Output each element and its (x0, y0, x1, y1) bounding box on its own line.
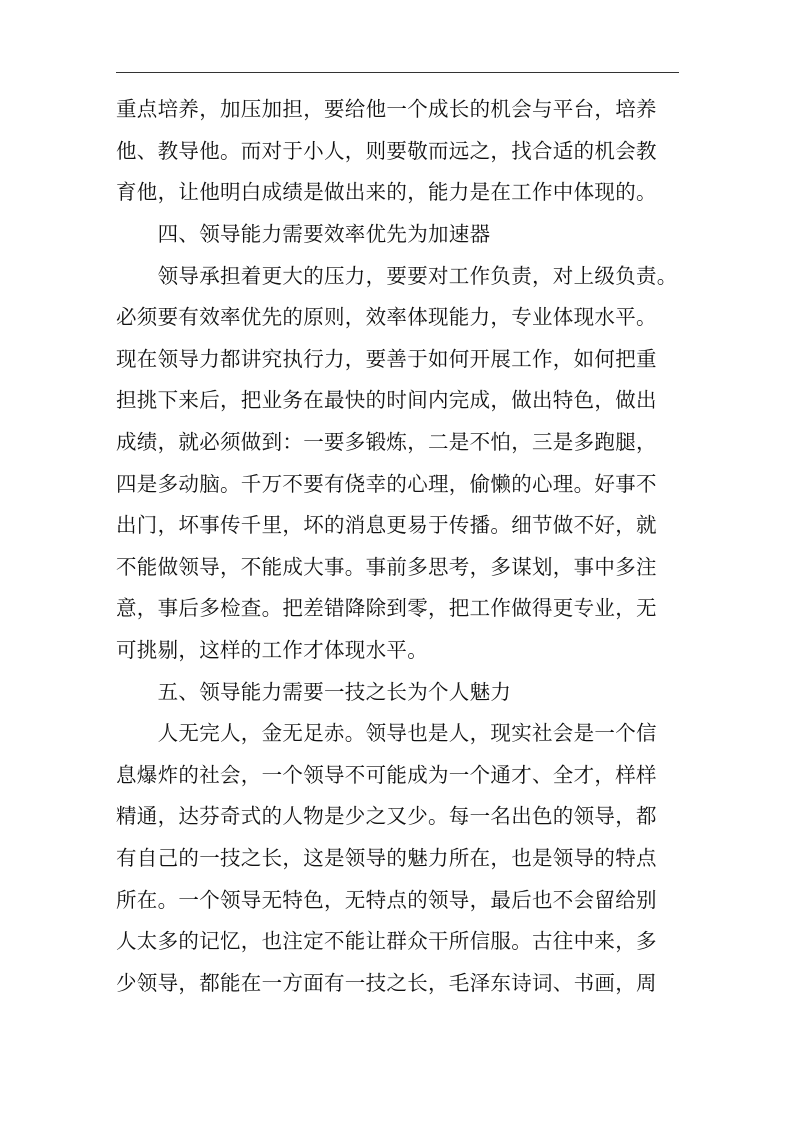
text-line: 可挑剔，这样的工作才体现水平。 (116, 638, 428, 662)
text-line: 出门，坏事传千里，坏的消息更易于传播。细节做不好，就 (116, 513, 657, 537)
text-line: 成绩，就必须做到：一要多锻炼，二是不怕，三是多跑腿， (116, 430, 657, 454)
text-line: 四是多动脑。千万不要有侥幸的心理，偷懒的心理。好事不 (116, 472, 657, 496)
text-line: 领导承担着更大的压力，要要对工作负责，对上级负责。 (116, 264, 678, 288)
text-line: 必须要有效率优先的原则，效率体现能力，专业体现水平。 (116, 305, 657, 329)
section-heading: 四、领导能力需要效率优先为加速器 (116, 222, 491, 246)
text-line: 现在领导力都讲究执行力，要善于如何开展工作，如何把重 (116, 347, 657, 371)
text-line: 息爆炸的社会，一个领导不可能成为一个通才、全才，样样 (116, 763, 657, 787)
text-line: 不能做领导，不能成大事。事前多思考，多谋划，事中多注 (116, 555, 657, 579)
text-line: 人无完人，金无足赤。领导也是人，现实社会是一个信 (116, 721, 657, 745)
text-line: 少领导，都能在一方面有一技之长，毛泽东诗词、书画，周 (116, 971, 657, 995)
text-line: 担挑下来后，把业务在最快的时间内完成，做出特色，做出 (116, 388, 657, 412)
section-heading: 五、领导能力需要一技之长为个人魅力 (116, 680, 512, 704)
text-line: 重点培养，加压加担，要给他一个成长的机会与平台，培养 (116, 97, 657, 121)
header-rule (116, 72, 679, 73)
text-line: 有自己的一技之长，这是领导的魅力所在，也是领导的特点 (116, 846, 657, 870)
text-line: 精通，达芬奇式的人物是少之又少。每一名出色的领导，都 (116, 804, 657, 828)
text-line: 育他，让他明白成绩是做出来的，能力是在工作中体现的。 (116, 180, 657, 204)
text-line: 他、教导他。而对于小人，则要敬而远之，找合适的机会教 (116, 139, 657, 163)
text-line: 意，事后多检查。把差错降除到零，把工作做得更专业，无 (116, 596, 657, 620)
text-line: 人太多的记忆，也注定不能让群众干所信服。古往中来，多 (116, 929, 657, 953)
text-line: 所在。一个领导无特色，无特点的领导，最后也不会留给别 (116, 888, 657, 912)
